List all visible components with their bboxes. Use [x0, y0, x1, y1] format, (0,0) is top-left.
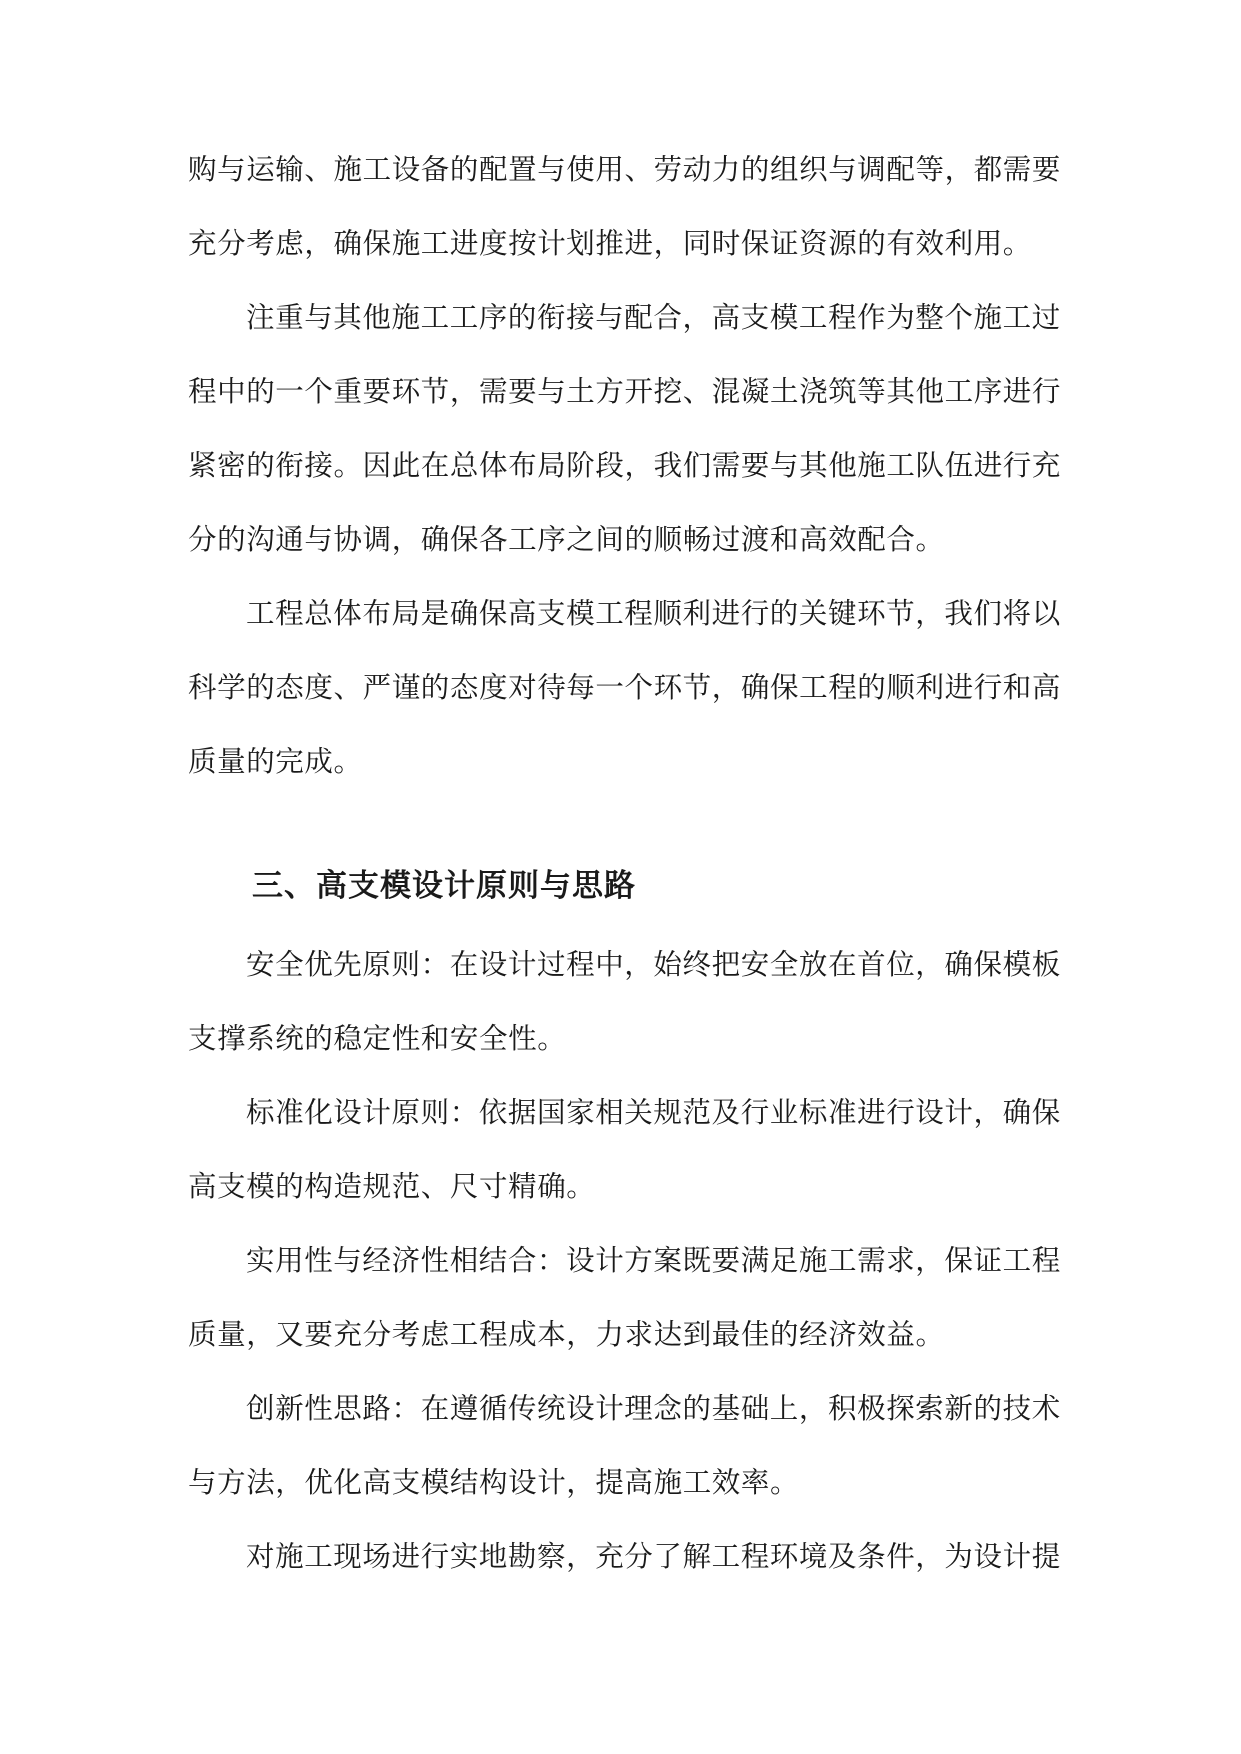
paragraph-line: 实用性与经济性相结合：设计方案既要满足施工需求，保证工程: [246, 1244, 1061, 1277]
paragraph-line: 注重与其他施工工序的衔接与配合，高支模工程作为整个施工过: [246, 301, 1061, 334]
paragraph-line: 高支模的构造规范、尺寸精确。: [188, 1170, 596, 1203]
paragraph-line: 分的沟通与协调，确保各工序之间的顺畅过渡和高效配合。: [188, 523, 945, 556]
paragraph-line: 创新性思路：在遵循传统设计理念的基础上，积极探索新的技术: [246, 1392, 1061, 1425]
paragraph-line: 质量的完成。: [188, 745, 363, 778]
paragraph-line: 标准化设计原则：依据国家相关规范及行业标准进行设计，确保: [246, 1096, 1061, 1129]
paragraph-line: 对施工现场进行实地勘察，充分了解工程环境及条件，为设计提: [246, 1540, 1061, 1573]
paragraph-line: 安全优先原则：在设计过程中，始终把安全放在首位，确保模板: [246, 948, 1061, 981]
section-heading: 三、高支模设计原则与思路: [252, 868, 636, 904]
paragraph-line: 程中的一个重要环节，需要与土方开挖、混凝土浇筑等其他工序进行: [188, 375, 1062, 408]
paragraph-line: 紧密的衔接。因此在总体布局阶段，我们需要与其他施工队伍进行充: [188, 449, 1062, 482]
paragraph-line: 购与运输、施工设备的配置与使用、劳动力的组织与调配等，都需要: [188, 153, 1062, 186]
paragraph-line: 工程总体布局是确保高支模工程顺利进行的关键环节，我们将以: [246, 597, 1061, 630]
paragraph-line: 支撑系统的稳定性和安全性。: [188, 1022, 567, 1055]
paragraph-line: 科学的态度、严谨的态度对待每一个环节，确保工程的顺利进行和高: [188, 671, 1062, 704]
paragraph-line: 与方法，优化高支模结构设计，提高施工效率。: [188, 1466, 800, 1499]
paragraph-line: 质量，又要充分考虑工程成本，力求达到最佳的经济效益。: [188, 1318, 945, 1351]
paragraph-line: 充分考虑，确保施工进度按计划推进，同时保证资源的有效利用。: [188, 227, 1032, 260]
